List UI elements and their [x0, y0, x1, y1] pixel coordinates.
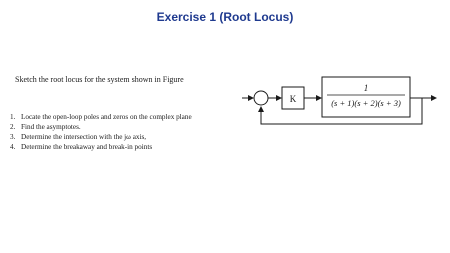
task-list [10, 112, 192, 152]
slide-title: Exercise 1 (Root Locus) [156, 10, 294, 24]
summing-junction [254, 91, 268, 105]
task-item: 3. Determine the intersection with the jω axis, [10, 133, 147, 141]
intro-text: Sketch the root locus for the system shown in Figure [15, 75, 184, 84]
gain-label: K [289, 94, 297, 104]
tf-denominator: (s + 1)(s + 2)(s + 3) [331, 98, 401, 108]
tf-numerator: 1 [363, 83, 369, 93]
block-diagram [240, 60, 440, 130]
task-item: 2. Find the asymptotes. [10, 123, 81, 131]
task-item: 1. Locate the open-loop poles and zeros on the complex plane [10, 113, 192, 121]
task-item: 4. Determine the breakaway and break-in points [10, 143, 153, 151]
